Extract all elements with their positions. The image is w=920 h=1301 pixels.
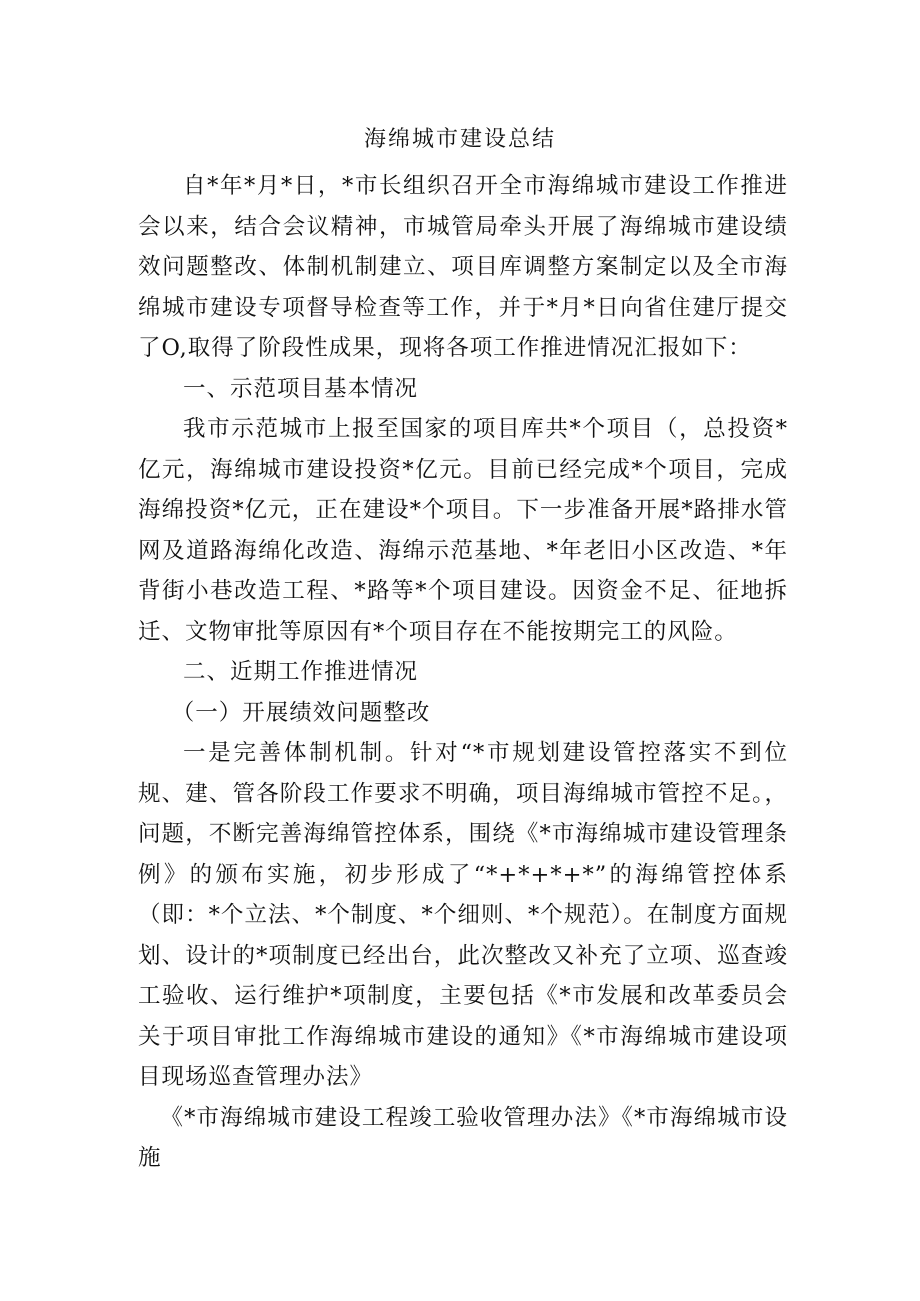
subsection-heading-1: （一）开展绩效问题整改 [171, 699, 431, 726]
paragraph-mechanism: 一是完善体制机制。针对“*市规划建设管控落实不到位规、建、管各阶段工作要求不明确，项目海绵城市管控不足。，问题，不断完善海绵管控体系，围绕《*市海绵城市建设管理条例》的颁布实施，初步形成了“*+*+*+*”的海绵管控体系（即：*个立法、*个制度、*个细则、*个规范）。在制度方面规划、设计的*项制度已经出台，此次整改又补充了立项、巡查竣工验收、运行维护*项制度，主要包括《*市发展和改革委员会关于项目审批工作海绵城市建设的通知》《*市海绵城市建设项目现场巡查管理办法》 [138, 740, 788, 1090]
document-body [138, 166, 788, 1179]
section-heading-2: 二、近期工作推进情况 [183, 659, 419, 685]
paragraph-intro: 自*年*月*日，*市长组织召开全市海绵城市建设工作推进会以来，结合会议精神，市城管局牵头开展了海绵城市建设绩效问题整改、体制机制建立、项目库调整方案制定以及全市海绵城市建设专项督导检查等工作，并于*月*日向省住建厅提交了O,取得了阶段性成果，现将各项工作推进情况汇报如下： [138, 173, 788, 361]
document-title: 海绵城市建设总结 [363, 127, 556, 152]
section-heading-1: 一、示范项目基本情况 [183, 375, 419, 402]
paragraph-continuation: 《*市海绵城市建设工程竣工验收管理办法》《*市海绵城市设施 [138, 1104, 788, 1171]
paragraph-project-overview: 我市示范城市上报至国家的项目库共*个项目（，总投资*亿元，海绵城市建设投资*亿元。目前已经完成*个项目，完成海绵投资*亿元，正在建设*个项目。下一步准备开展*路排水管网及道路海绵化改造、海绵示范基地、*年老旧小区改造、*年背街小巷改造工程、*路等*个项目建设。因资金不足、征地拆迁、文物审批等原因有*个项目存在不能按期完工的风险。 [138, 416, 788, 645]
